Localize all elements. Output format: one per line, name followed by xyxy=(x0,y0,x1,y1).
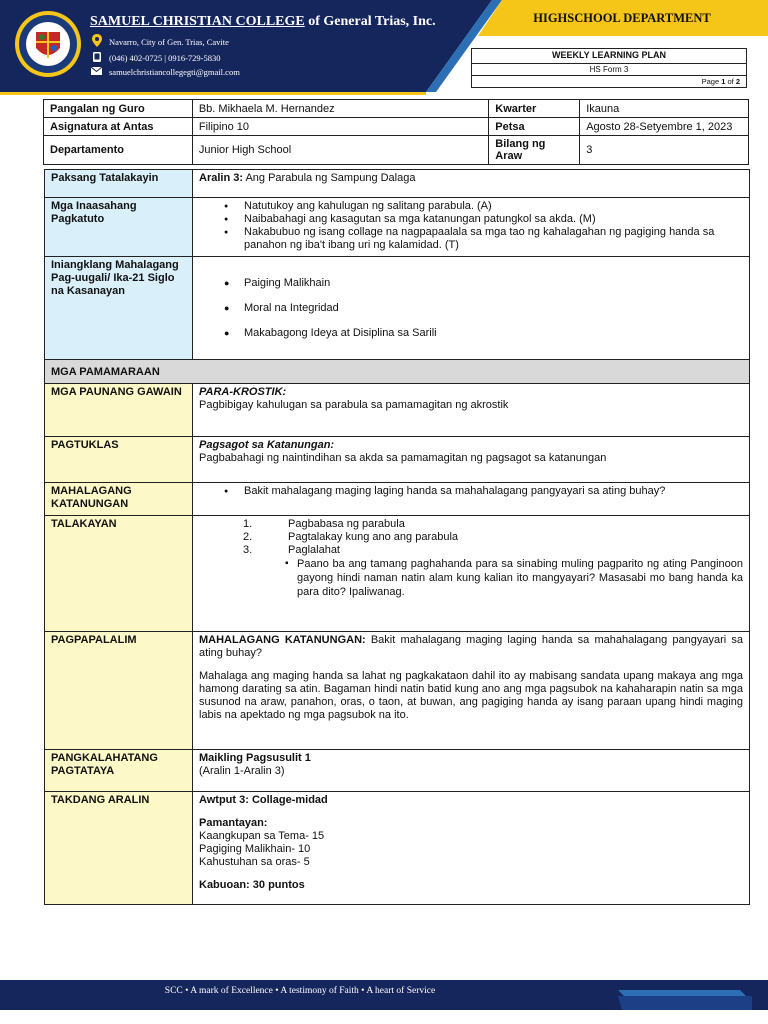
school-name: SAMUEL CHRISTIAN COLLEGE of General Trias, Inc. xyxy=(90,14,436,29)
location-pin-icon xyxy=(90,34,103,49)
list-item: ● Naibabahagi ang kasagutan sa mga katanungan patungkol sa akda. (M) xyxy=(224,213,743,226)
list-item: 1. Pagbabasa ng parabula xyxy=(243,518,405,530)
discussion-list xyxy=(243,518,743,557)
email-line: samuelchristiancollegegti@gmail.com xyxy=(90,67,240,77)
deepen-question: MAHALAGANG KATANUNGAN: Bakit mahalagang maging laging handa sa mahahalagang pangyayari sa ating buhay? xyxy=(199,634,743,659)
explore-row xyxy=(45,437,750,483)
criteria-item: Kaangkupan sa Tema- 15 xyxy=(199,830,325,842)
homework-row xyxy=(45,792,750,905)
initial-activity-text: Pagbibigay kahulugan sa parabula sa pamamagitan ng akrostik xyxy=(199,399,509,411)
values-row xyxy=(45,257,750,360)
explore-label: PAGTUKLAS xyxy=(45,437,193,483)
list-item: ● Moral na Integridad xyxy=(224,302,743,315)
summative-text: (Aralin 1-Aralin 3) xyxy=(199,765,285,777)
table-row xyxy=(44,118,749,136)
teacher-label: Pangalan ng Guro xyxy=(44,100,193,118)
days-value: 3 xyxy=(580,136,749,165)
subject-label: Asignatura at Antas xyxy=(44,118,193,136)
topic-row xyxy=(45,170,750,198)
mail-icon xyxy=(90,67,103,77)
form-info-box xyxy=(471,48,747,88)
list-item: 2. Pagtalakay kung ano ang parabula xyxy=(243,531,459,543)
teacher-value: Bb. Mikhaela M. Hernandez xyxy=(192,100,488,118)
list-item: 3. Paglalahat xyxy=(243,544,340,556)
date-label: Petsa xyxy=(489,118,580,136)
criteria-item: Kahustuhan sa oras- 5 xyxy=(199,856,310,868)
explore-text: Pagbabahagi ng naintindihan sa akda sa pamamagitan ng pagsagot sa katanungan xyxy=(199,452,607,464)
list-item: ● Natutukoy ang kahulugan ng salitang parabula. (A) xyxy=(224,200,743,213)
criteria-label: Pamantayan: xyxy=(199,817,268,829)
department-title: HIGHSCHOOL DEPARTMENT xyxy=(533,11,711,25)
total-points: Kabuoan: 30 puntos xyxy=(199,879,305,891)
initial-activity-label: MGA PAUNANG GAWAIN xyxy=(45,384,193,437)
explore-title: Pagsagot sa Katanungan: xyxy=(199,439,335,451)
days-label: Bilang ng Araw xyxy=(489,136,580,165)
date-value: Agosto 28-Setyembre 1, 2023 xyxy=(580,118,749,136)
plan-title: WEEKLY LEARNING PLAN xyxy=(551,50,666,60)
deepen-text: Mahalaga ang maging handa sa lahat ng pagkakataon dahil ito ay mabisang sandata upang makaya ang mga hamong darating sa atin. Bagaman hindi natin batid kung ano ang mga pagsubok na kahaharapin natin sa mga susunod na araw, panahon, oras, o taon, at buwan, ang pagiging handa ay isang paraan upang hindi maging labis na apektado ng mga pagsubok na ito. xyxy=(199,670,743,721)
list-item: ▪ Paano ba ang tamang paghahanda para sa sinabing muling pagparito ng ating Panginoon gayong hindi naman natin alam kung kalian ito mangyayari? Masasabi mo bang handa ka para dito? Ipaliwanag. xyxy=(285,557,743,599)
deepen-label: PAGPAPALALIM xyxy=(45,632,193,750)
values-list xyxy=(224,277,743,340)
lesson-plan-table xyxy=(44,169,750,905)
discussion-row xyxy=(45,516,750,632)
address-line: Navarro, City of Gen. Trias, Cavite xyxy=(90,34,229,49)
list-item: ● Makabagong Ideya at Disiplina sa Sarili xyxy=(224,327,743,340)
outcomes-list xyxy=(224,200,743,252)
list-item: ● Paiging Malikhain xyxy=(224,277,743,290)
page-indicator: Page 1 of 2 xyxy=(472,75,746,87)
summative-title: Maikling Pagsusulit 1 xyxy=(199,752,311,764)
department-label: Departamento xyxy=(44,136,193,165)
school-seal-logo xyxy=(14,10,82,78)
essential-question-label: MAHALAGANG KATANUNGAN xyxy=(45,483,193,516)
teacher-info-table xyxy=(43,99,749,165)
discussion-sublist xyxy=(285,557,743,599)
table-row xyxy=(44,100,749,118)
phone-line: (046) 402-0725 | 0916-729-5830 xyxy=(90,52,220,64)
subject-value: Filipino 10 xyxy=(192,118,488,136)
list-item: ● Bakit mahalagang maging laging handa sa mahahalagang pangyayari sa ating buhay? xyxy=(224,485,743,498)
homework-label: TAKDANG ARALIN xyxy=(45,792,193,905)
quarter-value: Ikauna xyxy=(580,100,749,118)
summative-row xyxy=(45,750,750,792)
summative-label: PANGKALAHATANG PAGTATAYA xyxy=(45,750,193,792)
topic-cell: Aralin 3: Ang Parabula ng Sampung Dalaga xyxy=(193,170,750,198)
essential-question-list xyxy=(224,485,743,498)
values-label: Iniangklang Mahalagang Pag-uugali/ Ika-21 Siglo na Kasanayan xyxy=(45,257,193,360)
form-number: HS Form 3 xyxy=(472,63,746,75)
outcomes-row xyxy=(45,198,750,257)
outcomes-label: Mga Inaasahang Pagkatuto xyxy=(45,198,193,257)
quarter-label: Kwarter xyxy=(489,100,580,118)
footer-motto: SCC • A mark of Excellence • A testimony of Faith • A heart of Service xyxy=(164,986,436,996)
topic-label: Paksang Tatalakayin xyxy=(45,170,193,198)
table-row xyxy=(44,136,749,165)
deepen-row xyxy=(45,632,750,750)
discussion-label: TALAKAYAN xyxy=(45,516,193,632)
initial-activity-title: PARA-KROSTIK: xyxy=(199,386,287,398)
list-item: ● Nakabubuo ng isang collage na nagpapaalala sa mga tao ng kahalagahan ng pagiging handa sa panahon ng iba't ibang uri ng kalamidad. (T) xyxy=(224,226,743,252)
methods-heading: MGA PAMAMARAAN xyxy=(45,360,750,384)
phone-icon xyxy=(90,52,103,64)
department-value: Junior High School xyxy=(192,136,488,165)
methods-header-row xyxy=(45,360,750,384)
essential-question-row xyxy=(45,483,750,516)
homework-title: Awtput 3: Collage-midad xyxy=(199,794,328,806)
initial-activity-row xyxy=(45,384,750,437)
criteria-item: Pagiging Malikhain- 10 xyxy=(199,843,311,855)
